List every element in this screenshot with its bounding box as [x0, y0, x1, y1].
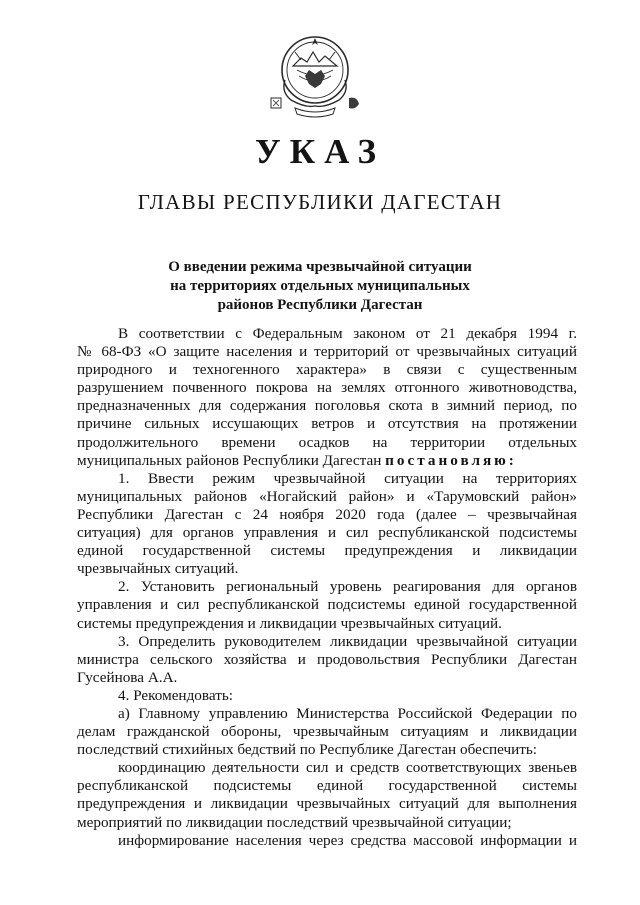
text-line: природного и техногенного характера» в связи с существенным [77, 361, 577, 379]
text-line: В соответствии с Федеральным законом от 21 декабря 1994 г. [118, 325, 577, 342]
preamble-last-text: муниципальных районов Республики Дагестан [77, 451, 382, 469]
text-line: а) Главному управлению Министерства Российской Федерации по [118, 704, 577, 722]
text-line: разрушением почвенного покрова на землях отгонного животноводства, [77, 379, 577, 397]
text-line: республиканской подсистемы единой государственной системы [77, 777, 577, 795]
heading-line: районов Республики Дагестан [217, 297, 423, 313]
item-1-paragraph [77, 470, 577, 579]
heading-line: О введении режима чрезвычайной ситуации [168, 259, 472, 275]
text-line: единой государственной системы предупреждения и ликвидации [77, 542, 577, 560]
item-4a-paragraph [77, 705, 577, 759]
text-line: министра сельского хозяйства и продовольствия Республики Дагестан [77, 650, 577, 668]
preamble-paragraph [77, 325, 577, 470]
decree-colon: : [508, 451, 514, 469]
text-line: координацию деятельности сил и средств соответствующих звеньев [118, 759, 577, 777]
informing-paragraph [77, 832, 577, 850]
decree-word: постановляю [385, 451, 509, 469]
text-line: мероприятий по ликвидации последствий чрезвычайной ситуации; [77, 813, 512, 831]
text-line: № 68-ФЗ «О защите населения и территорий от чрезвычайных ситуаций [77, 343, 577, 361]
decree-body [77, 325, 577, 850]
decree-heading [120, 258, 520, 315]
coat-of-arms-icon [265, 30, 365, 122]
text-line: причине сильных иссушающих ветров и отсутствия на протяжении [77, 415, 577, 433]
text-line: делам гражданской обороны, чрезвычайным ситуациям и ликвидации [77, 723, 577, 741]
text-line: предупреждения и ликвидации чрезвычайных ситуаций для выполнения [77, 795, 577, 813]
text-line: чрезвычайных ситуаций. [77, 560, 239, 578]
item-4-paragraph [77, 687, 577, 705]
text-line: ситуация) для органов управления и сил республиканской подсистемы [77, 524, 577, 542]
decree-subtitle: ГЛАВЫ РЕСПУБЛИКИ ДАГЕСТАН [137, 190, 503, 214]
heading-line: на территориях отдельных муниципальных [170, 278, 470, 294]
text-line: продолжительного времени осадков на территории отдельных [77, 433, 577, 451]
item-2-paragraph [77, 578, 577, 632]
text-line: управления и сил республиканской подсистемы единой государственной [77, 596, 577, 614]
item-3-paragraph [77, 633, 577, 687]
text-line: системы предупреждения и ликвидации чрезвычайных ситуаций. [77, 614, 502, 632]
text-line: информирование населения через средства массовой информации и [118, 831, 577, 849]
text-line: 4. Рекомендовать: [118, 686, 233, 704]
text-line: последствий стихийных бедствий по Республике Дагестан обеспечить: [77, 741, 537, 759]
text-line: 3. Определить руководителем ликвидации чрезвычайной ситуации [118, 632, 577, 650]
decree-title: УКАЗ [255, 132, 385, 171]
text-line [77, 452, 577, 470]
text-line: муниципальных районов «Ногайский район» и «Тарумовский район» [77, 487, 577, 505]
coordination-paragraph [77, 759, 577, 831]
text-line: предназначенных для содержания поголовья скота в зимний период, по [77, 397, 577, 415]
text-line: Республики Дагестан с 24 ноября 2020 года (далее – чрезвычайная [77, 505, 577, 523]
text-line: 1. Ввести режим чрезвычайной ситуации на территориях [118, 469, 577, 487]
text-line: Гусейнова А.А. [77, 668, 178, 686]
text-line: 2. Установить региональный уровень реагирования для органов [118, 578, 577, 596]
